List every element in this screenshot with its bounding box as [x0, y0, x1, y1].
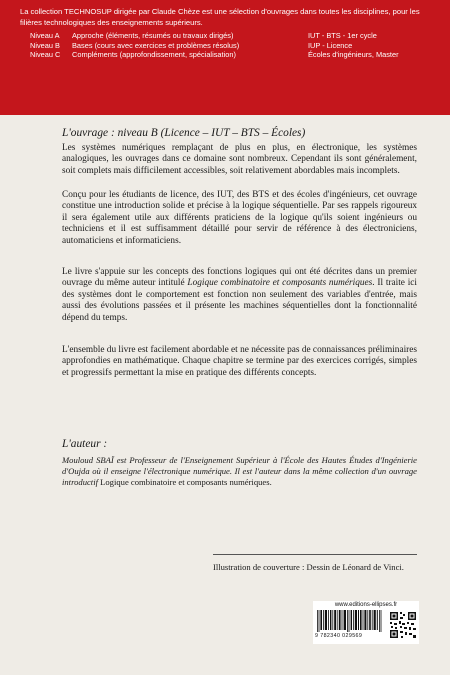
illustration-credit: Illustration de couverture : Dessin de Léonard de Vinci.: [213, 562, 404, 572]
publisher-website: www.editions-ellipses.fr: [334, 602, 398, 608]
level-name: Niveau B: [30, 40, 60, 50]
paragraph-text: Le livre s'appuie sur les concepts des fonctions logiques qui ont été décrites dans un premier ouvrage du même auteur intitulé: [62, 267, 417, 289]
level-description: Approche (éléments, résumés ou travaux dirigés): [72, 31, 234, 40]
barcode-icon: [316, 610, 384, 632]
ouvrage-paragraph-2: Conçu pour les étudiants de licence, des IUT, des BTS et des écoles d'ingénieurs, cet ouvrage constitue une introduction solide et précise à la logique séquentielle. Par ses rappels rigoureux il sera également utile aux différents praticiens de la logique qu'ils soient ingénieurs ou techniciens et il est suffisamment détaillé pour servir de référence à des électroniciens, automaticiens et informaticiens.: [62, 190, 417, 246]
collection-banner: [0, 0, 450, 115]
auteur-heading: L'auteur :: [62, 438, 108, 450]
divider: [213, 554, 417, 555]
isbn-number: 9 782340 029569: [315, 633, 363, 639]
qr-code-icon: [389, 611, 417, 639]
level-target: Écoles d'ingénieurs, Master: [308, 50, 399, 60]
level-target: IUP - Licence: [308, 40, 353, 50]
level-table: [20, 31, 440, 60]
ouvrage-paragraph-3: [62, 267, 417, 324]
level-name: Niveau C: [30, 50, 61, 60]
collection-intro: La collection TECHNOSUP dirigée par Claude Chèze est une sélection d'ouvrages dans toutes les disciplines, pour les filières technologiques des enseignements supérieurs.: [20, 7, 420, 27]
book-title-reference: Logique combinatoire et composants numériques: [187, 278, 373, 289]
ouvrage-paragraph-1: Les systèmes numériques remplaçant de plus en plus, en électronique, les systèmes analogiques, les ouvrages dans ce domaine sont nombreux. Cependant ils sont généralement, soit complets mais difficilement accessibles, soit relativement abordables mais incomplets.: [62, 143, 417, 176]
barcode-panel: [313, 601, 419, 644]
level-target: IUT - BTS - 1er cycle: [308, 31, 377, 40]
author-bio: Mouloud SBAÏ est Professeur de l'Enseignement Supérieur à l'École des Hautes Études d'Ingénierie d'Oujda où il enseigne l'électronique numérique. Il est l'auteur dans la même collection d'un ouvrage introductif: [62, 455, 417, 487]
auteur-paragraph: [62, 455, 417, 488]
level-description: Bases (cours avec exercices et problèmes résolus): [72, 40, 240, 50]
paragraph-text: . Il traite ici des systèmes dont le comportement est fonction non seulement des variables d'entrée, mais aussi des évolutions passées et il présente les machines séquentielles dont la fonctionnalité dépend du temps.: [62, 278, 417, 323]
ouvrage-heading: L'ouvrage : niveau B (Licence – IUT – BTS – Écoles): [62, 127, 306, 139]
level-name: Niveau A: [30, 31, 60, 40]
level-description: Compléments (approfondissement, spécialisation): [72, 50, 236, 60]
ouvrage-paragraph-4: L'ensemble du livre est facilement abordable et ne nécessite pas de connaissances préliminaires approfondies en mathématique. Chaque chapitre se termine par des exercices corrigés, simples et progressifs permettant la mise en pratique des différents concepts.: [62, 345, 417, 378]
book-title-reference: Logique combinatoire et composants numériques.: [100, 477, 272, 487]
